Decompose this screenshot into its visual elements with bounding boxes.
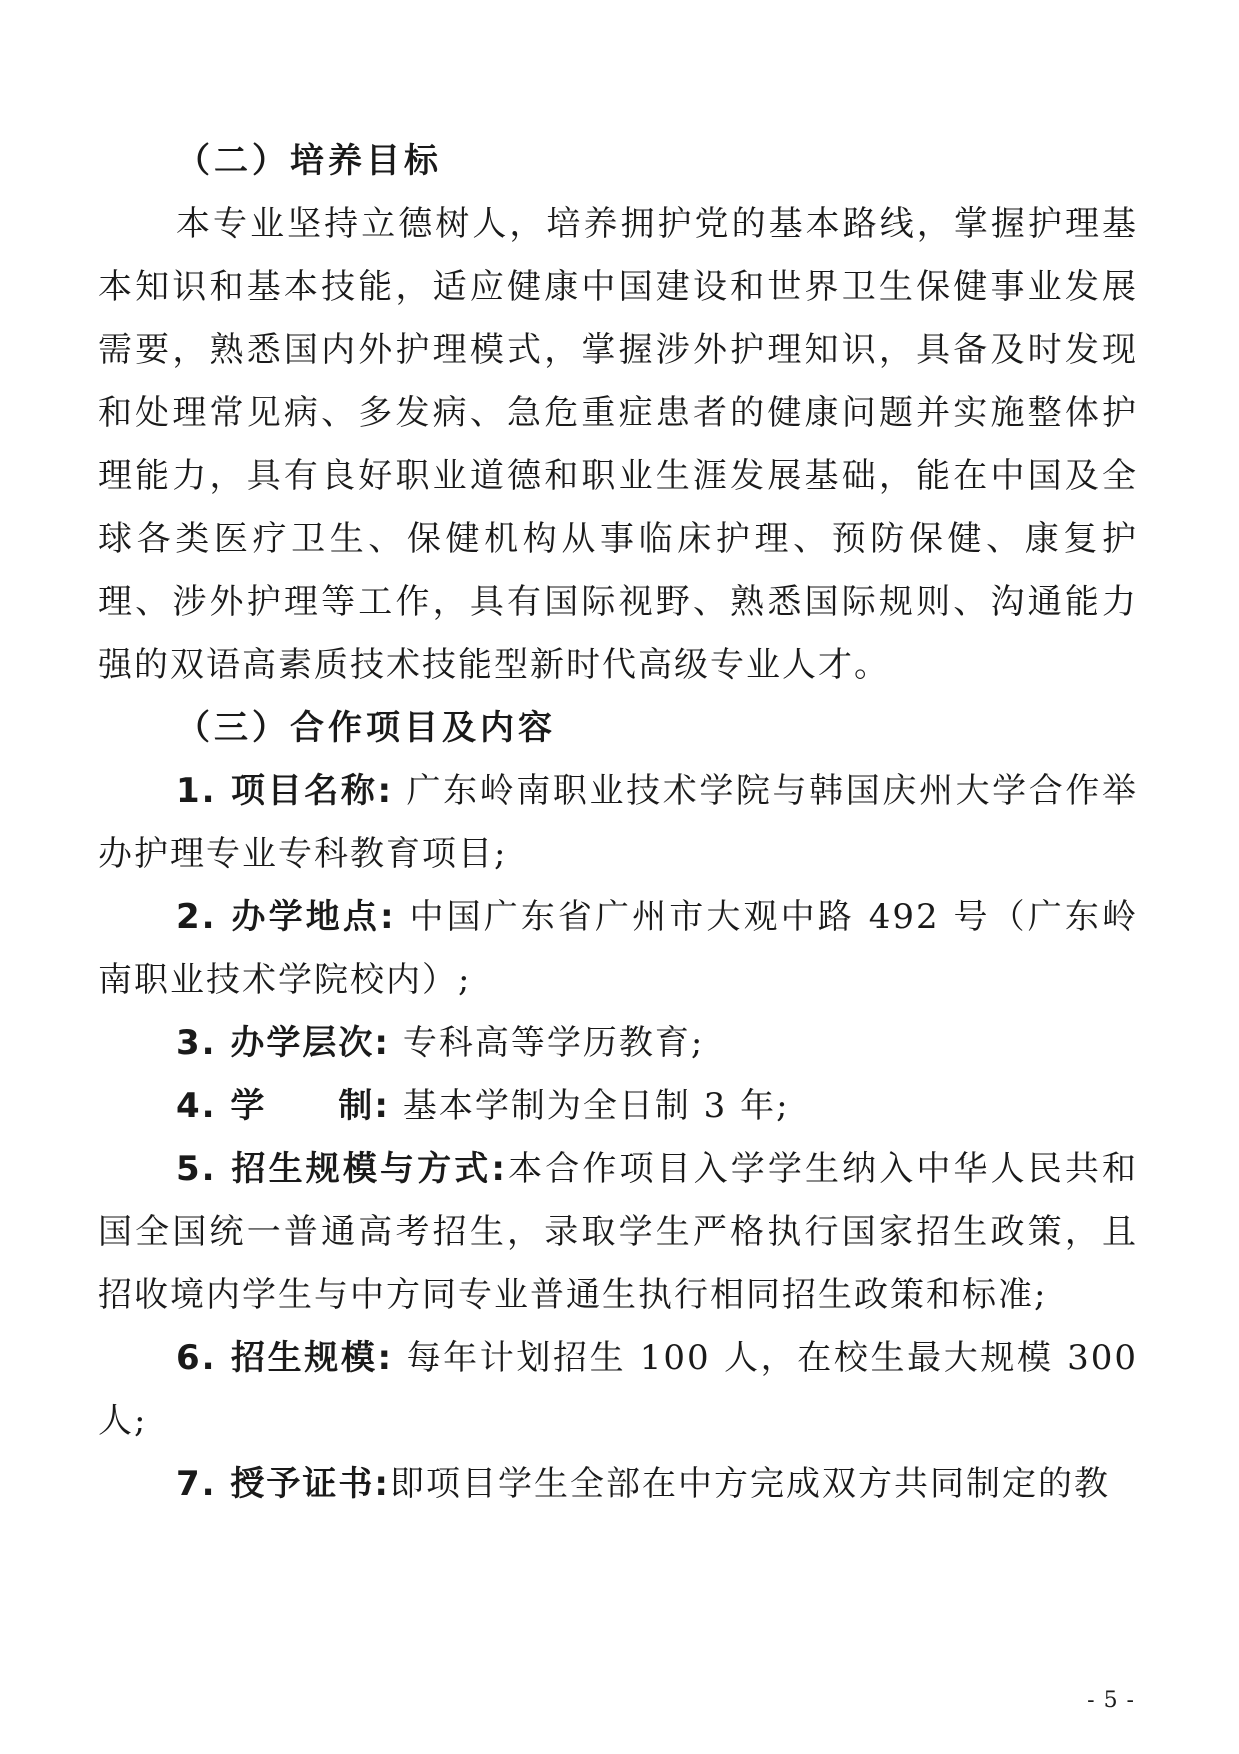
item-certificate	[98, 1453, 1138, 1516]
training-goals-paragraph: 本专业坚持立德树人，培养拥护党的基本路线，掌握护理基本知识和基本技能，适应健康中国建设和世界卫生保健事业发展需要，熟悉国内外护理模式，掌握涉外护理知识，具备及时发现和处理常见病、多发病、急危重症患者的健康问题并实施整体护理能力，具有良好职业道德和职业生涯发展基础，能在中国及全球各类医疗卫生、保健机构从事临床护理、预防保健、康复护理、涉外护理等工作，具有国际视野、熟悉国际规则、沟通能力强的双语高素质技术技能型新时代高级专业人才。	[98, 204, 1138, 685]
section-heading-cooperation-project: （三）合作项目及内容	[176, 708, 556, 748]
item-enrollment-method	[98, 1138, 1138, 1327]
section-heading-training-goals: （二）培养目标	[176, 141, 442, 181]
item-duration	[98, 1075, 1138, 1138]
item-label: 2. 办学地点:	[176, 897, 396, 937]
item-text: 专科高等学历教育;	[402, 1023, 705, 1063]
item-label: 5. 招生规模与方式:	[176, 1149, 507, 1189]
page-number: - 5 -	[1087, 1688, 1135, 1713]
item-text: 即项目学生全部在中方完成双方共同制定的教	[390, 1464, 1111, 1504]
item-label: 6. 招生规模:	[176, 1338, 394, 1378]
item-label: 7. 授予证书:	[176, 1464, 391, 1504]
item-text: 中国广东省广州市大观中路 492 号（广东岭南职业技术学院校内）;	[98, 897, 1138, 1000]
item-project-name	[98, 760, 1138, 886]
item-enrollment-scale	[98, 1327, 1138, 1453]
document-body	[98, 130, 1138, 1516]
item-text: 每年计划招生 100 人，在校生最大规模 300 人;	[98, 1338, 1138, 1441]
item-text: 本合作项目入学学生纳入中华人民共和国全国统一普通高考招生，录取学生严格执行国家招生政策，且招收境内学生与中方同专业普通生执行相同招生政策和标准;	[98, 1149, 1138, 1315]
item-text: 广东岭南职业技术学院与韩国庆州大学合作举办护理专业专科教育项目;	[98, 771, 1138, 874]
item-level	[98, 1012, 1138, 1075]
item-location	[98, 886, 1138, 1012]
item-label: 4. 学 制:	[176, 1086, 391, 1126]
item-label: 3. 办学层次:	[176, 1023, 391, 1063]
item-text: 基本学制为全日制 3 年;	[402, 1086, 790, 1126]
item-label: 1. 项目名称:	[176, 771, 394, 811]
